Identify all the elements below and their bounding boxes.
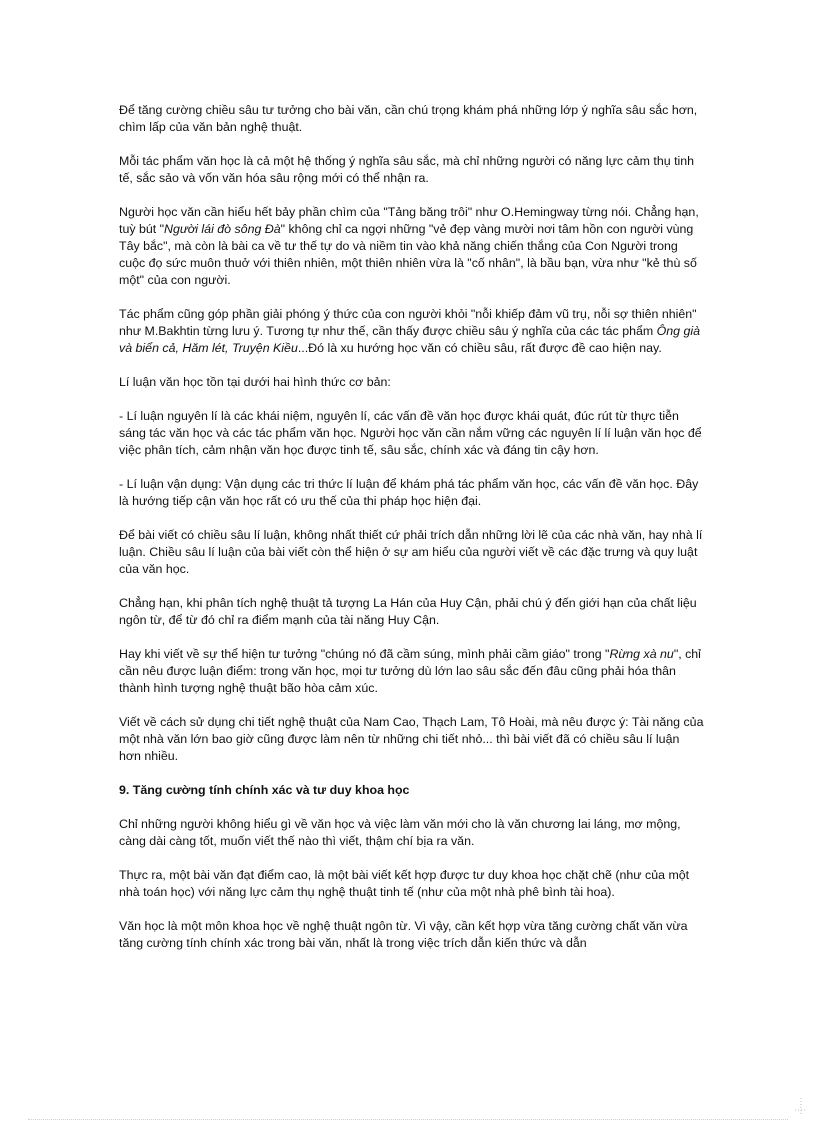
corner-mark-icon [795,1098,807,1116]
paragraph: Chẳng hạn, khi phân tích nghệ thuật tả tượng La Hán của Huy Cận, phải chú ý đến giới hạn của chất liệu ngôn từ, để từ đó chỉ ra điểm mạnh của tài năng Huy Cận. [119,596,697,627]
italic-title: Người lái đò sông Đà [164,222,281,236]
paragraph-text: Người học văn cần hiểu hết bảy phần chìm của "Tảng băng trôi" như O.Hemingway từng nói. Chẳng hạn, tuỳ bút " [119,205,699,236]
paragraph: - Lí luận vận dụng: Vận dụng các tri thức lí luận để khám phá tác phẩm văn học, các vấn đề văn học. Đây là hướng tiếp cận văn học rất có ưu thế của thi pháp học hiện đại. [119,477,699,508]
paragraph-text: " không chỉ ca ngợi những "vẻ đẹp vàng mười nơi tâm hồn con người vùng Tây bắc", mà còn là bài ca về tư thế tự do và niềm tin vào khả năng chiến thắng của Con Người trong cuộc đọ sức muôn thuở với thiên nhiên, một thiên nhiên vừa là "cố nhân", là bầu bạn, vừa như "kẻ thù số một" của con người. [119,222,697,287]
paragraph: Để tăng cường chiều sâu tư tưởng cho bài văn, cần chú trọng khám phá những lớp ý nghĩa sâu sắc hơn, chìm lấp của văn bản nghệ thuật. [119,103,698,134]
section-heading: 9. Tăng cường tính chính xác và tư duy khoa học [119,783,410,797]
paragraph [119,306,704,357]
paragraph [119,646,704,697]
paragraph: - Lí luận nguyên lí là các khái niệm, nguyên lí, các vấn đề văn học được khái quát, đúc rút từ thực tiễn sáng tác văn học và các tác phẩm văn học. Người học văn cần nắm vững các nguyên lí lí luận văn học để việc phân tích, cảm nhận văn học được tinh tế, sâu sắc, chính xác và đáng tin cậy hơn. [119,409,702,457]
paragraph [119,204,704,289]
paragraph-text: ", chỉ cần nêu được luận điểm: trong văn học, mọi tư tưởng dù lớn lao sâu sắc đến đâu cũng phải hóa thân thành hình tượng nghệ thuật bão hòa cảm xúc. [119,647,701,695]
paragraph: Để bài viết có chiều sâu lí luận, không nhất thiết cứ phải trích dẫn những lời lẽ của các nhà văn, hay nhà lí luận. Chiều sâu lí luận của bài viết còn thể hiện ở sự am hiểu của người viết về các đặc trưng và quy luật của văn học. [119,528,703,576]
paragraph: Mỗi tác phẩm văn học là cả một hệ thống ý nghĩa sâu sắc, mà chỉ những người có năng lực cảm thụ tinh tế, sắc sảo và vốn văn hóa sâu rộng mới có thể nhận ra. [119,154,695,185]
paragraph-text: Tác phẩm cũng góp phần giải phóng ý thức của con người khỏi "nỗi khiếp đảm vũ trụ, nỗi sợ thiên nhiên" như M.Bakhtin từng lưu ý. Tương tự như thế, cần thấy được chiều sâu ý nghĩa của các tác phẩm [119,307,697,338]
italic-title: Rừng xà nu [609,647,674,661]
italic-title: Ông già và biển cả, Hăm lét, Truyện Kiều [119,324,701,355]
paragraph: Lí luận văn học tồn tại dưới hai hình thức cơ bản: [119,375,391,389]
paragraph-text: ...Đó là xu hướng học văn có chiều sâu, rất được đề cao hiện nay. [297,341,662,355]
paragraph: Viết về cách sử dụng chi tiết nghệ thuật của Nam Cao, Thạch Lam, Tô Hoài, mà nêu được ý: Tài năng của một nhà văn lớn bao giờ cũng được làm nên từ những chi tiết nhỏ... thì bài viết đã có chiều sâu lí luận hơn nhiều. [119,715,704,763]
paragraph: Văn học là một môn khoa học về nghệ thuật ngôn từ. Vì vậy, cần kết hợp vừa tăng cường chất văn vừa tăng cường tính chính xác trong bài văn, nhất là trong việc trích dẫn kiến thức và dẫn [119,919,688,950]
document-body [119,102,704,969]
paragraph: Chỉ những người không hiểu gì về văn học và việc làm văn mới cho là văn chương lai láng, mơ mộng, càng dài càng tốt, muốn viết thế nào thì viết, thậm chí bịa ra văn. [119,817,681,848]
paragraph: Thực ra, một bài văn đạt điểm cao, là một bài viết kết hợp được tư duy khoa học chặt chẽ (như của một nhà toán học) với năng lực cảm thụ nghệ thuật tinh tế (như của một nhà phê bình tài hoa). [119,868,690,899]
footer-divider [28,1119,788,1120]
paragraph-text: Hay khi viết về sự thể hiện tư tưởng "chúng nó đã cầm súng, mình phải cầm giáo" trong " [119,647,610,661]
